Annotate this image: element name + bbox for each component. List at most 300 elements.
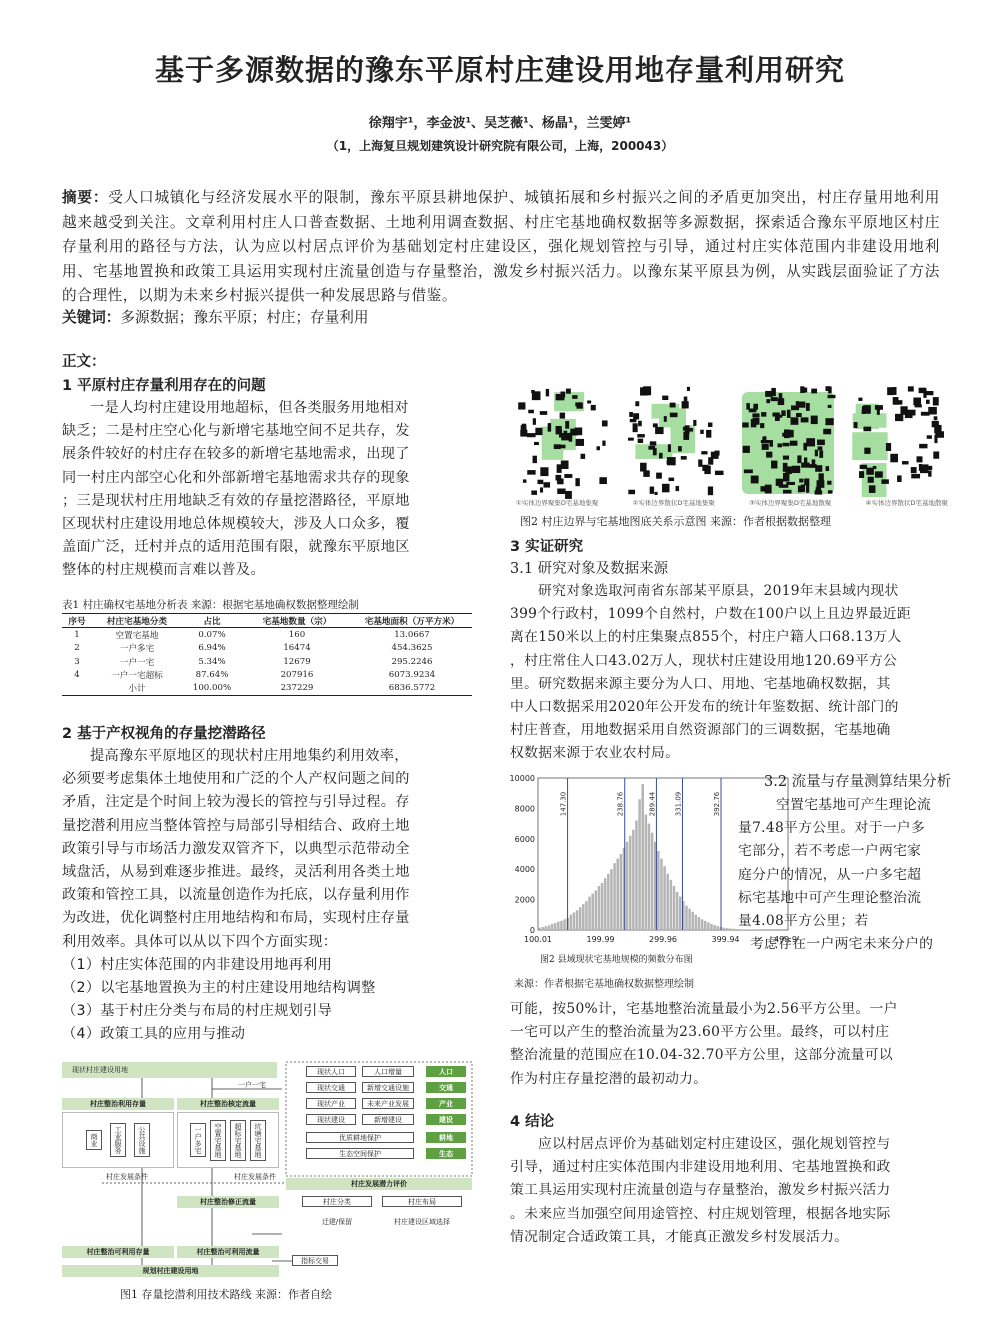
- homestead-block: [572, 395, 577, 399]
- homestead-block: [919, 444, 927, 448]
- homestead-block: [527, 470, 535, 475]
- homestead-block: [653, 423, 658, 427]
- x-tick-label: 399.94: [711, 935, 740, 944]
- homestead-block: [670, 413, 678, 418]
- flow-left-head: 村庄整治利用存量: [62, 1098, 174, 1110]
- homestead-block: [791, 405, 799, 410]
- keywords: [62, 306, 940, 330]
- homestead-block: [806, 403, 810, 411]
- table-cell: 160: [288, 629, 306, 640]
- histogram-bar: [573, 913, 576, 930]
- histogram-bar: [704, 921, 707, 930]
- homestead-block: [791, 417, 799, 425]
- homestead-block: [782, 443, 789, 447]
- paragraph-line: 空置宅基地可产生理论流: [776, 797, 932, 813]
- histogram-bar: [604, 878, 607, 930]
- histogram-bar: [698, 917, 701, 930]
- histogram-bar: [657, 851, 660, 930]
- homestead-block: [801, 485, 805, 493]
- flow-final: 规划村庄建设用地: [62, 1265, 279, 1277]
- paragraph-line: 。未来应当加强空间用途管控、村庄规划管理，根据各地实际: [510, 1205, 891, 1222]
- paragraph-line: 量7.48平方公里。对于一户多: [738, 820, 925, 837]
- histogram-bar: [663, 866, 666, 930]
- homestead-block: [816, 487, 821, 493]
- paragraph-line: 利用效率。具体可以从以下四个方面实现：: [62, 933, 338, 950]
- homestead-block: [599, 477, 606, 484]
- homestead-block: [902, 461, 909, 464]
- abstract-label: 摘要：: [62, 189, 109, 206]
- table-cell: 一户一宅: [119, 657, 155, 668]
- homestead-block: [708, 486, 713, 495]
- flow-bottom-mid: 村庄整治可利用流量: [177, 1246, 279, 1258]
- section-4-body: [510, 1133, 950, 1249]
- homestead-block: [518, 402, 525, 409]
- homestead-block: [809, 464, 816, 468]
- homestead-block: [932, 421, 939, 427]
- table-header: 宅基地数量（宗）: [262, 616, 332, 627]
- homestead-block: [667, 460, 675, 464]
- homestead-block: [708, 457, 713, 464]
- homestead-block: [890, 454, 898, 463]
- homestead-block: [628, 438, 634, 441]
- homestead-block: [913, 398, 921, 406]
- histogram-bar: [595, 890, 598, 930]
- flow-tag: 耕地: [426, 1132, 466, 1143]
- homestead-block: [886, 443, 891, 451]
- homestead-block: [801, 463, 809, 468]
- homestead-block: [927, 435, 932, 439]
- homestead-block: [934, 416, 938, 420]
- y-tick-label: 4000: [514, 865, 535, 875]
- homestead-block: [783, 490, 791, 494]
- homestead-block: [565, 421, 569, 429]
- section-2-heading: 2 基于产权视角的存量挖潜路径: [62, 726, 266, 742]
- homestead-block: [828, 387, 832, 394]
- homestead-block: [591, 405, 596, 411]
- flow-cell: 村庄建设区域选择: [394, 1217, 450, 1226]
- homestead-block: [915, 404, 922, 407]
- paragraph-line: 里。研究数据来源主要分为人口、用地、宅基地确权数据，其: [510, 675, 891, 692]
- reference-line-label: 392.76: [713, 791, 722, 817]
- homestead-block: [531, 390, 534, 393]
- histogram-bar: [616, 859, 619, 930]
- homestead-block: [638, 439, 644, 443]
- homestead-block: [650, 487, 654, 494]
- paragraph-line: 一是人均村庄建设用地超标，但各类服务用地相对: [90, 400, 409, 416]
- flow-cell: 公共设施: [134, 1123, 150, 1157]
- paragraph-line: ；三是现状村庄用地缺乏有效的存量挖潜路径，平原地: [62, 492, 410, 509]
- homestead-block: [706, 430, 711, 438]
- paragraph-line: 同一村庄内部空心化和外部新增宅基地需求共存的现象: [62, 469, 410, 486]
- histogram-bar: [635, 821, 638, 930]
- histogram-bar: [582, 904, 585, 930]
- histogram-bar: [701, 919, 704, 930]
- abstract: [62, 186, 940, 309]
- histogram-bar: [601, 883, 604, 930]
- histogram-bar: [538, 928, 541, 930]
- histogram-bar: [695, 915, 698, 930]
- flow-tag: 交通: [426, 1082, 466, 1093]
- homestead-block: [684, 397, 688, 402]
- paper-title: 基于多源数据的豫东平原村庄建设用地存量利用研究: [154, 53, 845, 87]
- y-tick-label: 6000: [514, 834, 535, 844]
- homestead-block: [779, 393, 783, 402]
- homestead-block: [933, 451, 939, 458]
- homestead-block: [715, 471, 724, 475]
- homestead-block: [708, 423, 712, 427]
- histogram-bar: [732, 929, 735, 930]
- section-1-body: [62, 397, 472, 583]
- paragraph-line: 展条件较好的村庄存在较多的新增宅基地需求，出现了: [62, 446, 410, 463]
- figure-2-legends: [516, 498, 948, 507]
- homestead-block: [576, 439, 584, 446]
- homestead-block: [753, 417, 760, 424]
- flow-cell: 新增建设: [362, 1114, 414, 1125]
- section-2-body: [62, 745, 472, 1047]
- histogram-bar: [620, 854, 623, 930]
- flow-mid-head: 村庄整治核定流量: [177, 1098, 279, 1110]
- table-cell: 237229: [280, 683, 314, 694]
- homestead-block: [806, 438, 815, 446]
- table-cell: [62, 681, 92, 695]
- homestead-block: [531, 490, 537, 494]
- section-3-1-body: [510, 580, 950, 766]
- homestead-block: [926, 400, 930, 404]
- histogram-bar: [613, 863, 616, 930]
- paragraph-line: 399个行政村，1099个自然村，户数在100户以上且边界最近距: [510, 606, 911, 623]
- flow-label-yihuyizhai: 一户一宅: [238, 1081, 266, 1089]
- flow-bottom-left: 村庄整治可利用存量: [62, 1246, 174, 1258]
- homestead-block: [799, 479, 803, 483]
- homestead-block: [752, 413, 759, 417]
- histogram-bar: [585, 901, 588, 930]
- list-item: （4）政策工具的应用与推动: [62, 1026, 246, 1043]
- homestead-block: [533, 418, 536, 425]
- map-legend: ④实体边界散状D宅基地散聚: [865, 499, 948, 507]
- homestead-block: [528, 410, 534, 414]
- x-tick-label: 199.99: [586, 935, 615, 944]
- homestead-block: [664, 416, 667, 422]
- table-header: 占比: [203, 616, 221, 627]
- homestead-block: [670, 403, 676, 408]
- histogram-bar: [726, 928, 729, 930]
- homestead-block: [790, 441, 798, 446]
- paragraph-line: 标宅基地中可产生理论整治流: [738, 889, 922, 906]
- histogram-bar: [632, 830, 635, 930]
- homestead-block: [934, 435, 937, 443]
- histogram-bar: [679, 897, 682, 930]
- histogram-bar: [570, 915, 573, 930]
- homestead-block: [581, 454, 586, 459]
- homestead-block: [928, 466, 932, 470]
- flow-cell: 现状交通: [306, 1082, 356, 1093]
- paragraph-line: 中人口数据采用2020年公开发布的统计年鉴数据、统计部门的: [510, 699, 899, 716]
- homestead-block: [863, 427, 871, 432]
- homestead-block: [540, 487, 543, 492]
- village-boundary: [659, 408, 686, 427]
- homestead-block: [637, 434, 645, 437]
- y-tick-label: 2000: [514, 895, 535, 905]
- homestead-block: [819, 473, 824, 481]
- table-cell: 87.64%: [195, 669, 229, 680]
- table-row: [62, 655, 472, 668]
- table-cell: 13.0667: [394, 629, 430, 640]
- section-1-heading: 1 平原村庄存量利用存在的问题: [62, 378, 266, 394]
- flow-tag: 产业: [426, 1098, 466, 1109]
- histogram-bar: [554, 923, 557, 930]
- figure-2-maps: [508, 382, 948, 510]
- table-cell: 6.94%: [198, 643, 226, 654]
- homestead-block: [827, 481, 831, 485]
- flow-cell: 工业服务: [110, 1123, 126, 1157]
- paragraph-line: 整体的村庄规模而言难以普及。: [62, 562, 265, 579]
- body-label: 正文：: [62, 354, 106, 370]
- paragraph-line: 作为村庄存量挖潜的最初动力。: [510, 1070, 708, 1087]
- homestead-block: [804, 478, 809, 485]
- flow-cell: 一户多宅: [190, 1123, 206, 1157]
- homestead-block: [921, 412, 930, 416]
- homestead-block: [926, 391, 933, 395]
- homestead-block: [819, 450, 823, 458]
- histogram-bar: [666, 874, 669, 930]
- homestead-block: [535, 428, 542, 435]
- paragraph-line: 村庄普查，用地数据采用自然资源部门的三调数据，宅基地确: [510, 722, 891, 739]
- reference-line-label: 238.76: [616, 791, 625, 817]
- homestead-block: [766, 452, 772, 458]
- paragraph-line: 一宅可以产生的整治流量为23.60平方公里。最终，可以村庄: [510, 1024, 890, 1041]
- homestead-block: [655, 492, 658, 495]
- paragraph-line: 可能，按50%计，宅基地整治流量最小为2.56平方公里。一户: [510, 1001, 898, 1017]
- table-1-caption: 表1 村庄确权宅基地分析表 来源：根据宅基地确权数据整理绘制: [62, 599, 359, 611]
- homestead-block: [875, 471, 883, 477]
- homestead-block: [602, 420, 608, 426]
- histogram-title: 图2 县域现状宅基地规模的频数分布图: [540, 955, 693, 965]
- table-cell: 小计: [128, 684, 146, 695]
- table-row: [62, 668, 472, 681]
- histogram-bar: [685, 906, 688, 930]
- table-1: [62, 613, 472, 696]
- homestead-block: [575, 427, 583, 435]
- flow-cell: 未来产业发展: [362, 1098, 414, 1109]
- table-cell: 6836.5772: [388, 683, 436, 694]
- paragraph-line: 策工具运用实现村庄流量创造与存量整治，激发乡村振兴活力: [510, 1182, 891, 1199]
- homestead-block: [897, 475, 902, 482]
- village-boundary: [853, 413, 887, 427]
- histogram-bar: [579, 907, 582, 930]
- paragraph-line: 情况制定合适政策工具，才能真正激发乡村发展活力。: [510, 1228, 849, 1245]
- paragraph-line: 政策引导与市场活力激发双管齐下，以典型示范带动全: [62, 840, 410, 857]
- homestead-block: [602, 441, 605, 446]
- section-3-1-heading: 3.1 研究对象及数据来源: [510, 561, 669, 577]
- homestead-block: [787, 410, 791, 418]
- histogram-bar: [598, 886, 601, 930]
- paragraph-line: 引导，通过村庄实体范围内非建设用地利用、宅基地置换和政: [510, 1159, 891, 1176]
- homestead-block: [682, 401, 689, 408]
- flow-left-body: [62, 1112, 174, 1168]
- paragraph-line: 必须要考虑集体土地使用和广泛的个人产权问题之间的: [62, 771, 410, 788]
- homestead-block: [811, 389, 817, 394]
- histogram-bar: [729, 928, 732, 930]
- histogram-bar: [545, 926, 548, 930]
- histogram-bar: [557, 922, 560, 930]
- flow-cell: 现状人口: [306, 1066, 356, 1077]
- paragraph-line: 考虑存在一户两宅未来分户的: [750, 936, 934, 953]
- homestead-block: [633, 423, 638, 432]
- histogram-bar: [641, 784, 644, 930]
- homestead-block: [662, 396, 668, 400]
- homestead-block: [771, 397, 778, 401]
- homestead-block: [640, 463, 647, 472]
- homestead-block: [828, 405, 832, 408]
- table-cell: 16474: [283, 643, 311, 654]
- histogram-bar: [688, 909, 691, 930]
- affiliation: （1，上海复旦规划建筑设计研究院有限公司，上海，200043）: [326, 139, 674, 153]
- homestead-block: [557, 489, 565, 494]
- paragraph-line: 政策和管控工具，以流量创造作为托底，以存量利用作: [62, 887, 410, 904]
- flow-top-box: 现状村庄建设用地: [62, 1062, 277, 1078]
- figure-1-caption: 图1 存量挖潜利用技术路线 来源：作者自绘: [120, 1288, 332, 1301]
- histogram-bar: [676, 892, 679, 930]
- homestead-block: [523, 479, 526, 482]
- homestead-block: [928, 471, 931, 477]
- flow-mid-body: [177, 1112, 279, 1168]
- homestead-block: [818, 446, 823, 450]
- homestead-block: [693, 420, 696, 426]
- table-row: [62, 628, 472, 642]
- table-header: 序号: [68, 616, 86, 627]
- homestead-block: [638, 421, 642, 426]
- homestead-block: [701, 451, 707, 454]
- section-3-heading: 3 实证研究: [510, 539, 584, 555]
- homestead-block: [792, 466, 800, 473]
- y-tick-label: 8000: [514, 804, 535, 814]
- homestead-block: [911, 474, 920, 478]
- homestead-block: [784, 429, 790, 438]
- x-tick-label: 499.9: [774, 935, 797, 944]
- homestead-block: [628, 490, 635, 494]
- homestead-block: [893, 397, 899, 405]
- flow-cell: 新增交通设施: [362, 1082, 414, 1093]
- histogram-bar: [673, 886, 676, 930]
- flow-cell: 迁建/保留: [321, 1217, 353, 1226]
- homestead-block: [811, 416, 818, 425]
- homestead-block: [766, 399, 770, 403]
- homestead-block: [806, 485, 809, 493]
- homestead-block: [698, 459, 702, 466]
- table-cell: 0.07%: [198, 629, 226, 640]
- homestead-block: [858, 398, 862, 401]
- flow-cell: 村庄布局: [382, 1196, 462, 1207]
- histogram-bar: [626, 842, 629, 930]
- homestead-block: [825, 418, 833, 425]
- paragraph-line: 域盘活，从易到难逐步推进。最终，灵活利用各类土地: [62, 864, 410, 881]
- homestead-block: [798, 486, 802, 493]
- flow-arrow-label: 村庄发展条件: [106, 1173, 148, 1181]
- histogram-bar: [710, 924, 713, 930]
- table-cell: 12679: [283, 656, 311, 667]
- homestead-block: [521, 425, 527, 434]
- homestead-block: [744, 469, 753, 473]
- homestead-block: [700, 430, 704, 434]
- table-row: [62, 642, 472, 655]
- reference-line-label: 147.30: [559, 791, 568, 817]
- village-boundary: [852, 432, 887, 460]
- flow-cell: 人口增量: [362, 1066, 414, 1077]
- homestead-block: [893, 387, 897, 395]
- homestead-block: [575, 478, 579, 486]
- paragraph-line: 盖面广泛，迁村并点的适用范围有限，就豫东平原地区: [62, 539, 410, 556]
- histogram-bar: [651, 833, 654, 930]
- flow-cell: 现状建设: [306, 1114, 356, 1125]
- homestead-block: [761, 440, 770, 443]
- homestead-block: [933, 397, 939, 405]
- homestead-block: [681, 456, 687, 460]
- homestead-block: [900, 406, 907, 415]
- homestead-block: [778, 443, 782, 447]
- histogram-source: 来源：作者根据宅基地确权数据整理绘制: [514, 979, 694, 990]
- paragraph-line: 应以村居点评价为基础划定村庄建设区，强化规划管控与: [538, 1136, 891, 1152]
- homestead-block: [561, 433, 569, 440]
- keywords-label: 关键词：: [62, 309, 121, 326]
- paragraph-line: 区现状村庄建设用地总体规模较大，涉及人口众多，覆: [62, 516, 410, 533]
- homestead-block: [685, 428, 693, 432]
- homestead-block: [659, 453, 663, 459]
- homestead-block: [826, 466, 830, 471]
- homestead-block: [640, 387, 647, 395]
- histogram-bar: [576, 910, 579, 930]
- homestead-block: [868, 477, 874, 483]
- homestead-block: [761, 412, 766, 417]
- table-cell: 6073.9234: [388, 669, 436, 680]
- list-item: （1）村庄实体范围的内非建设用地再利用: [62, 956, 333, 973]
- histogram-bar: [707, 922, 710, 930]
- section-4-heading: 4 结论: [510, 1114, 555, 1130]
- paragraph-line: 庭分户的情况，从一户多宅超: [738, 866, 922, 883]
- homestead-block: [560, 413, 565, 419]
- flow-cell: 超标宅基地: [230, 1120, 246, 1161]
- paragraph-line: 宅部分，若不考虑一户两宅家: [738, 843, 922, 860]
- paragraph-line: 研究对象选取河南省东部某平原县，2019年末县域内现状: [538, 583, 899, 599]
- homestead-block: [781, 410, 785, 416]
- homestead-block: [751, 476, 759, 484]
- homestead-block: [797, 455, 801, 463]
- figure-2-caption: 图2 村庄边界与宅基地图底关系示意图 来源：作者根据数据整理: [520, 515, 831, 528]
- homestead-block: [928, 407, 937, 415]
- homestead-block: [862, 409, 866, 414]
- homestead-block: [749, 409, 757, 413]
- homestead-block: [540, 467, 548, 476]
- paragraph-line: 为改进，优化调整村庄用地结构和布局，实现村庄存量: [62, 910, 410, 927]
- histogram-bar: [670, 880, 673, 930]
- homestead-block: [762, 444, 769, 450]
- histogram-bar: [645, 814, 648, 930]
- homestead-block: [796, 413, 802, 417]
- map-legend: ③实体边界聚集D宅基地散聚: [749, 499, 832, 507]
- flow-cell: 坑塘宅基地: [250, 1120, 266, 1161]
- flow-cell: 现状产业: [306, 1098, 356, 1109]
- homestead-block: [796, 401, 799, 405]
- paragraph-line: 量挖潜利用应当整体管控与局部引导相结合、政府土地: [62, 817, 410, 834]
- homestead-block: [783, 473, 789, 482]
- homestead-block: [537, 480, 543, 484]
- flow-arrow-label: 村庄发展条件: [234, 1173, 276, 1181]
- homestead-block: [533, 456, 537, 463]
- flow-tag: 人口: [426, 1066, 466, 1077]
- table-row: [62, 681, 472, 695]
- map-legend: ①实体边界聚集D宅基地集聚: [516, 499, 599, 507]
- homestead-block: [566, 389, 571, 394]
- homestead-block: [678, 446, 682, 451]
